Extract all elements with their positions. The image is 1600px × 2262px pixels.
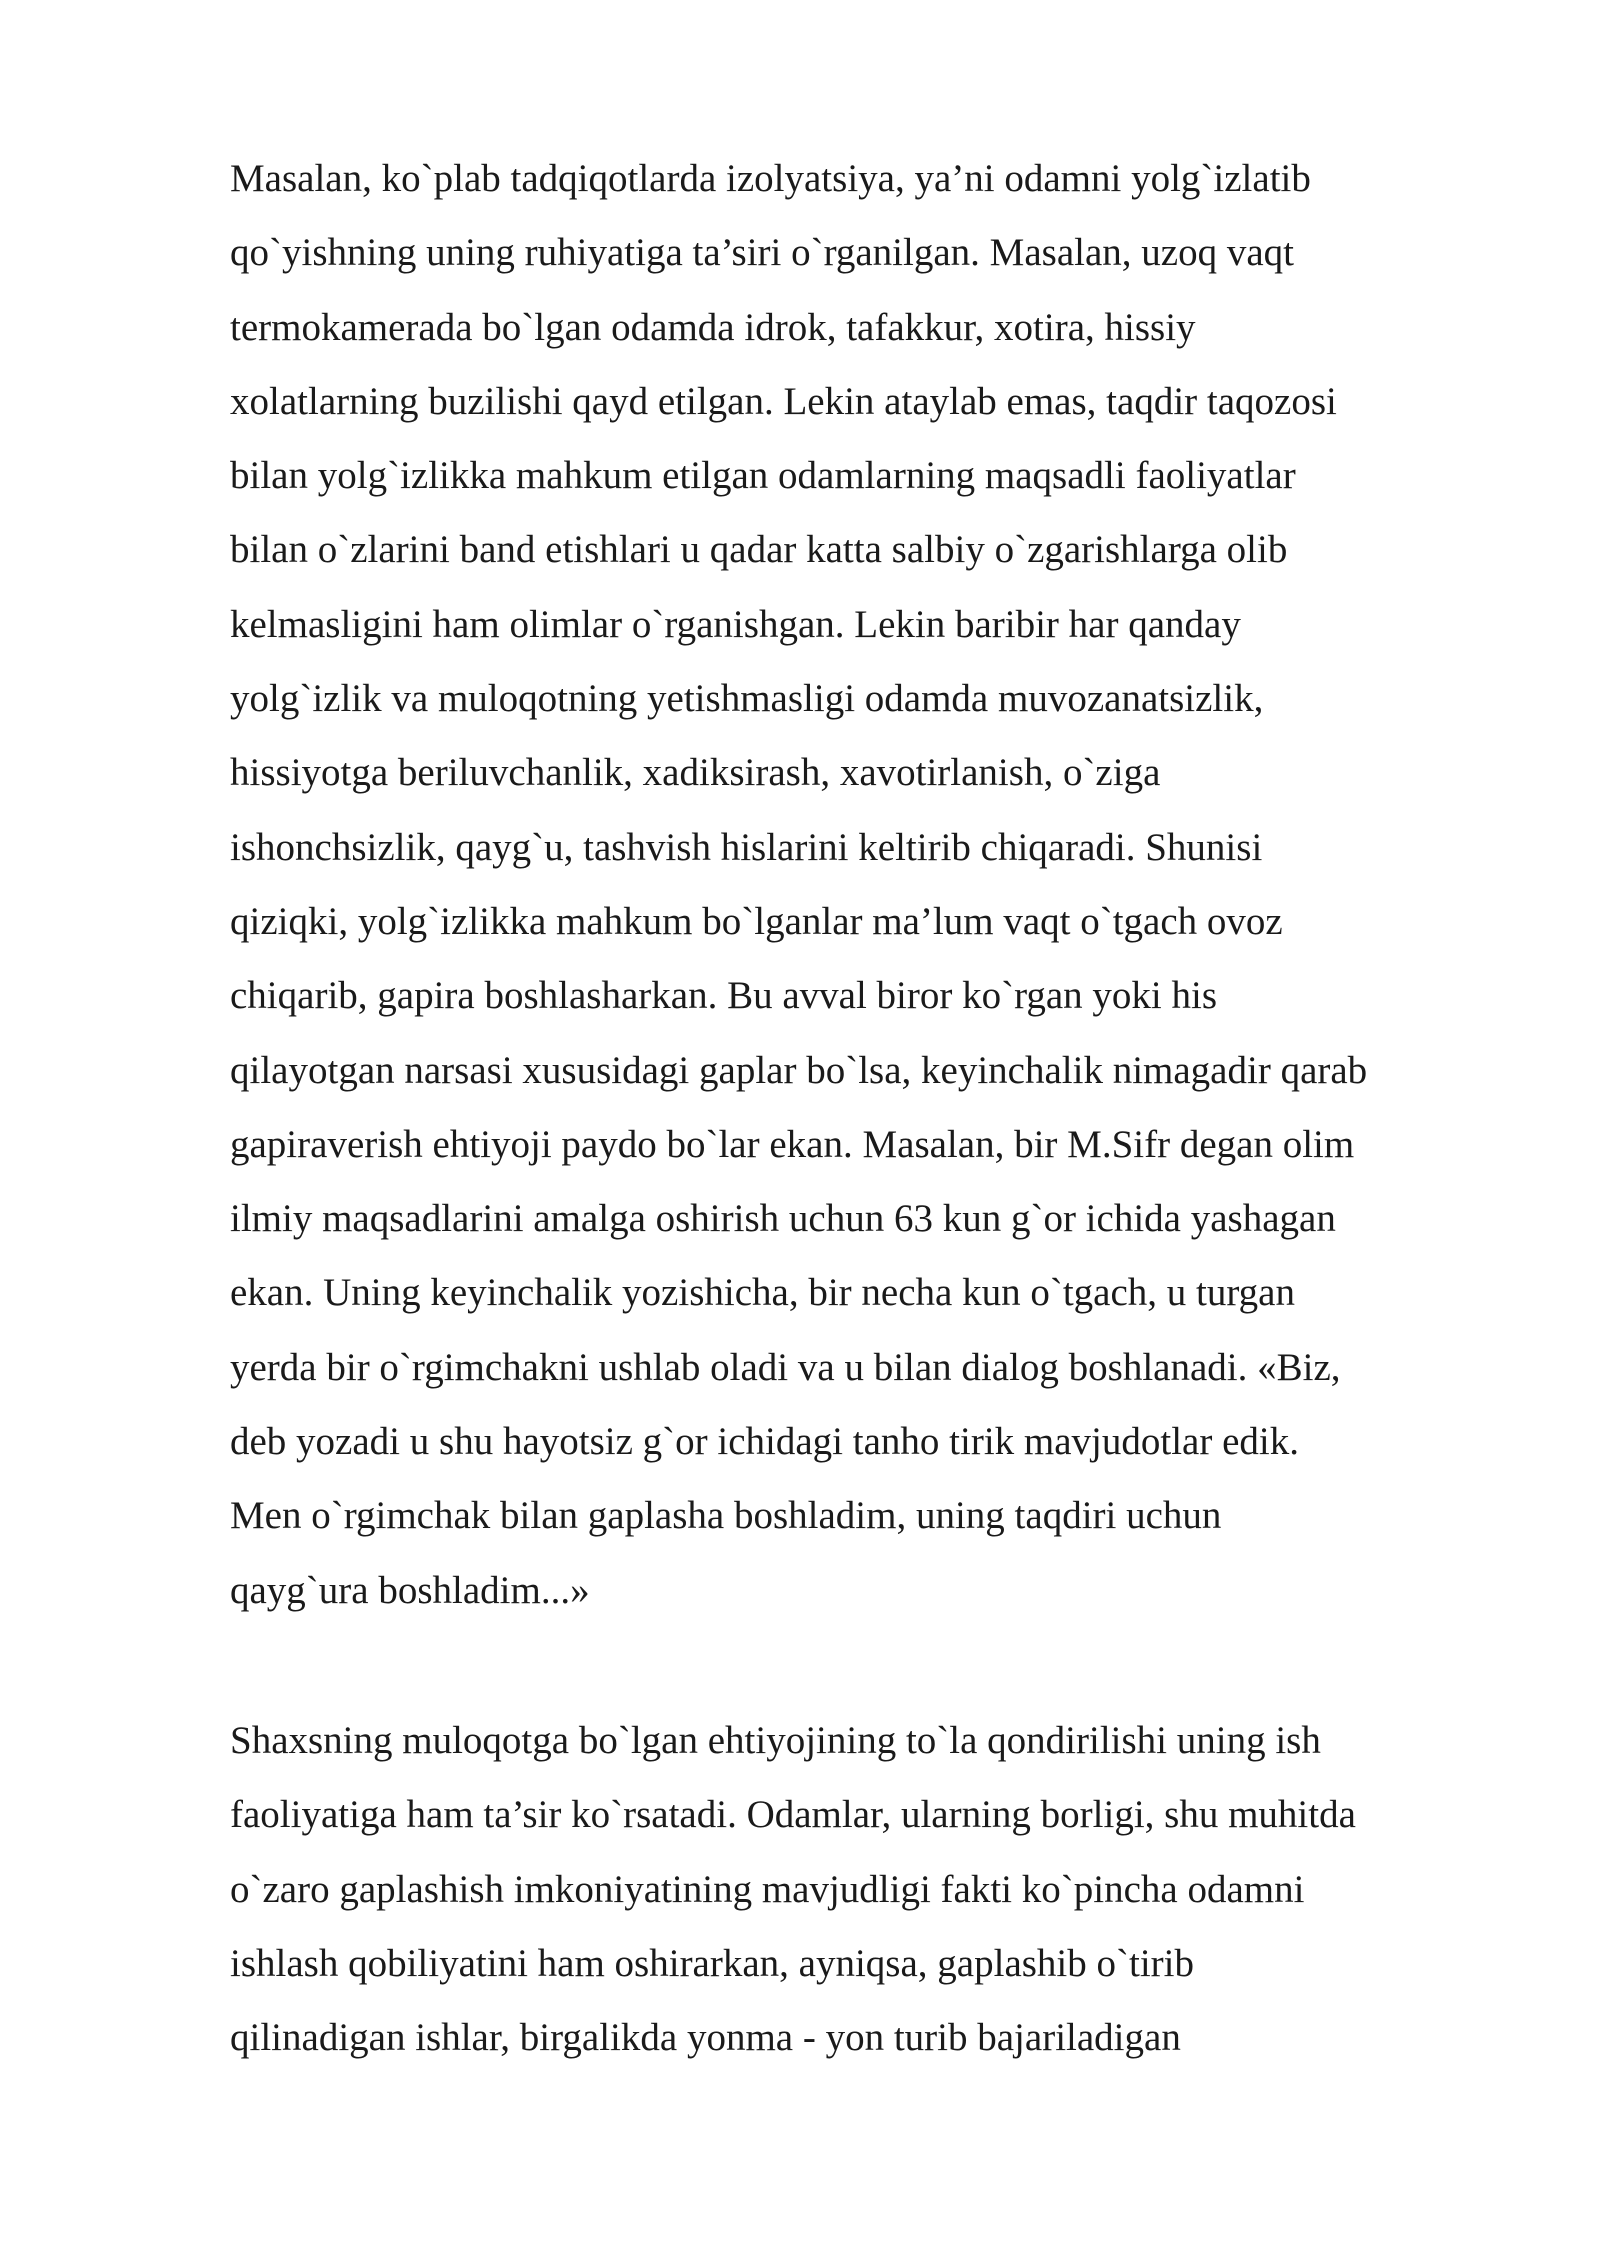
text-line: ishlash qobiliyatini ham oshirarkan, ayniqsa, gaplashib o`tirib: [230, 1941, 1194, 1985]
text-line: Men o`rgimchak bilan gaplasha boshladim, uning taqdiri uchun: [230, 1494, 1222, 1538]
text-line: bilan o`zlarini band etishlari u qadar katta salbiy o`zgarishlarga olib: [230, 528, 1288, 572]
text-line: yerda bir o`rgimchakni ushlab oladi va u bilan dialog boshlanadi. «Biz,: [230, 1345, 1341, 1389]
text-line: deb yozadi u shu hayotsiz g`or ichidagi tanho tirik mavjudotlar edik.: [230, 1420, 1299, 1464]
text-line: termokamerada bo`lgan odamda idrok, tafakkur, xotira, hissiy: [230, 305, 1196, 349]
text-line: chiqarib, gapira boshlasharkan. Bu avval biror ko`rgan yoki his: [230, 974, 1218, 1018]
text-line: xolatlarning buzilishi qayd etilgan. Lekin ataylab emas, taqdir taqozosi: [230, 379, 1337, 423]
text-line: ilmiy maqsadlarini amalga oshirish uchun 63 kun g`or ichida yashagan: [230, 1197, 1336, 1241]
text-line: bilan yolg`izlikka mahkum etilgan odamlarning maqsadli faoliyatlar: [230, 454, 1296, 498]
paragraph-2: [230, 1704, 1530, 2075]
text-line: gapiraverish ehtiyoji paydo bo`lar ekan. Masalan, bir M.Sifr degan olim: [230, 1122, 1355, 1166]
text-line: qayg`ura boshladim...»: [230, 1568, 590, 1612]
paragraph-1: [230, 142, 1530, 1628]
text-line: Masalan, ko`plab tadqiqotlarda izolyatsiya, ya’ni odamni yolg`izlatib: [230, 157, 1311, 200]
text-line: hissiyotga beriluvchanlik, xadiksirash, xavotirlanish, o`ziga: [230, 751, 1161, 795]
text-line: yolg`izlik va muloqotning yetishmasligi odamda muvozanatsizlik,: [230, 677, 1264, 721]
text-line: ishonchsizlik, qayg`u, tashvish hislarini keltirib chiqaradi. Shunisi: [230, 825, 1263, 869]
text-line: qilinadigan ishlar, birgalikda yonma - yon turib bajariladigan: [230, 2016, 1181, 2060]
text-line: qiziqki, yolg`izlikka mahkum bo`lganlar ma’lum vaqt o`tgach ovoz: [230, 899, 1283, 943]
text-line: o`zaro gaplashish imkoniyatining mavjudligi fakti ko`pincha odamni: [230, 1867, 1305, 1911]
text-line: faoliyatiga ham ta’sir ko`rsatadi. Odamlar, ularning borligi, shu muhitda: [230, 1793, 1356, 1837]
text-line: ekan. Uning keyinchalik yozishicha, bir necha kun o`tgach, u turgan: [230, 1271, 1295, 1315]
text-line: Shaxsning muloqotga bo`lgan ehtiyojining to`la qondirilishi uning ish: [230, 1719, 1321, 1762]
text-line: qilayotgan narsasi xususidagi gaplar bo`lsa, keyinchalik nimagadir qarab: [230, 1048, 1368, 1092]
text-line: kelmasligini ham olimlar o`rganishgan. Lekin baribir har qanday: [230, 602, 1241, 646]
text-line: qo`yishning uning ruhiyatiga ta’siri o`rganilgan. Masalan, uzoq vaqt: [230, 231, 1294, 275]
